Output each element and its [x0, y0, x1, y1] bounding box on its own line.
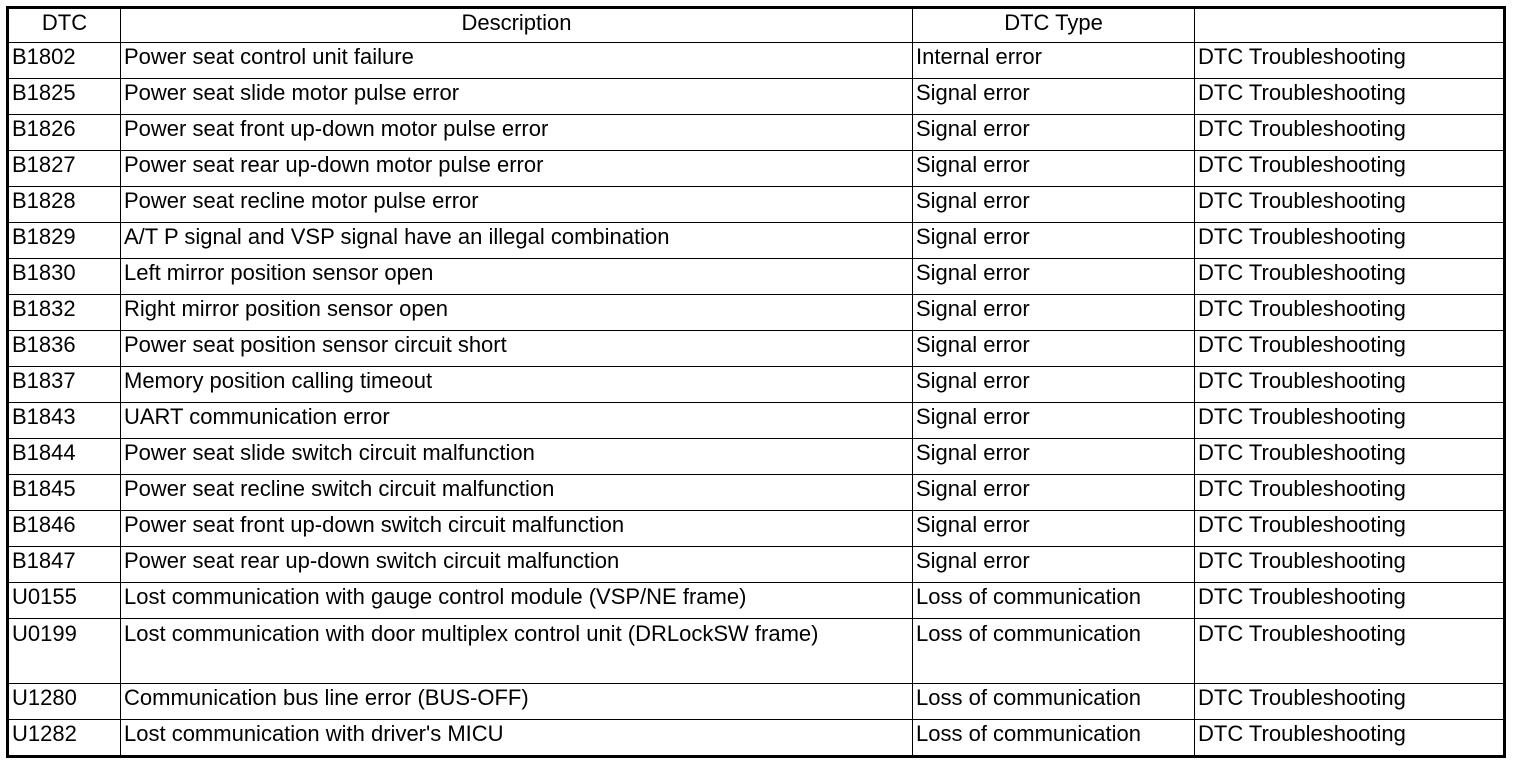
troubleshooting-link[interactable]: DTC Troubleshooting [1195, 295, 1505, 331]
dtc-type-cell: Signal error [913, 439, 1195, 475]
troubleshooting-link[interactable]: DTC Troubleshooting [1195, 187, 1505, 223]
description-cell: Left mirror position sensor open [121, 259, 913, 295]
dtc-type-cell: Loss of communication [913, 583, 1195, 619]
table-row [8, 115, 1505, 151]
description-cell: UART communication error [121, 403, 913, 439]
dtc-code-cell: B1836 [8, 331, 121, 367]
description-cell: Memory position calling timeout [121, 367, 913, 403]
table-row [8, 720, 1505, 757]
table-row [8, 403, 1505, 439]
troubleshooting-link[interactable]: DTC Troubleshooting [1195, 619, 1505, 684]
description-cell: Communication bus line error (BUS-OFF) [121, 684, 913, 720]
table-row [8, 79, 1505, 115]
dtc-type-cell: Signal error [913, 259, 1195, 295]
table-row [8, 583, 1505, 619]
dtc-code-cell: B1837 [8, 367, 121, 403]
description-cell: Power seat control unit failure [121, 43, 913, 79]
header-dtc-type: DTC Type [913, 8, 1195, 43]
description-cell: A/T P signal and VSP signal have an illegal combination [121, 223, 913, 259]
troubleshooting-link[interactable]: DTC Troubleshooting [1195, 43, 1505, 79]
description-cell: Lost communication with door multiplex control unit (DRLockSW frame) [121, 619, 913, 684]
dtc-type-cell: Signal error [913, 403, 1195, 439]
dtc-code-cell: B1802 [8, 43, 121, 79]
dtc-code-cell: B1847 [8, 547, 121, 583]
description-cell: Power seat position sensor circuit short [121, 331, 913, 367]
description-cell: Power seat recline switch circuit malfunction [121, 475, 913, 511]
troubleshooting-link[interactable]: DTC Troubleshooting [1195, 547, 1505, 583]
troubleshooting-link[interactable]: DTC Troubleshooting [1195, 720, 1505, 757]
dtc-type-cell: Signal error [913, 187, 1195, 223]
description-cell: Lost communication with gauge control module (VSP/NE frame) [121, 583, 913, 619]
dtc-type-cell: Signal error [913, 115, 1195, 151]
header-description: Description [121, 8, 913, 43]
dtc-type-cell: Signal error [913, 295, 1195, 331]
dtc-code-cell: U1280 [8, 684, 121, 720]
table-row [8, 223, 1505, 259]
table-row [8, 511, 1505, 547]
dtc-table [6, 6, 1506, 758]
dtc-code-cell: B1828 [8, 187, 121, 223]
troubleshooting-link[interactable]: DTC Troubleshooting [1195, 475, 1505, 511]
troubleshooting-link[interactable]: DTC Troubleshooting [1195, 259, 1505, 295]
description-cell: Right mirror position sensor open [121, 295, 913, 331]
troubleshooting-link[interactable]: DTC Troubleshooting [1195, 79, 1505, 115]
dtc-type-cell: Signal error [913, 547, 1195, 583]
dtc-code-cell: U1282 [8, 720, 121, 757]
table-row [8, 259, 1505, 295]
description-cell: Power seat recline motor pulse error [121, 187, 913, 223]
troubleshooting-link[interactable]: DTC Troubleshooting [1195, 115, 1505, 151]
troubleshooting-link[interactable]: DTC Troubleshooting [1195, 367, 1505, 403]
dtc-code-cell: U0199 [8, 619, 121, 684]
troubleshooting-link[interactable]: DTC Troubleshooting [1195, 151, 1505, 187]
dtc-type-cell: Loss of communication [913, 684, 1195, 720]
dtc-type-cell: Loss of communication [913, 619, 1195, 684]
dtc-table-container [6, 6, 1506, 758]
header-row [8, 8, 1505, 43]
header-dtc: DTC [8, 8, 121, 43]
header-action [1195, 8, 1505, 43]
dtc-code-cell: B1844 [8, 439, 121, 475]
description-cell: Lost communication with driver's MICU [121, 720, 913, 757]
table-row [8, 619, 1505, 684]
dtc-code-cell: B1829 [8, 223, 121, 259]
troubleshooting-link[interactable]: DTC Troubleshooting [1195, 439, 1505, 475]
dtc-type-cell: Signal error [913, 331, 1195, 367]
dtc-code-cell: B1846 [8, 511, 121, 547]
dtc-table-body [8, 43, 1505, 757]
description-cell: Power seat rear up-down switch circuit malfunction [121, 547, 913, 583]
table-row [8, 331, 1505, 367]
table-row [8, 367, 1505, 403]
dtc-code-cell: U0155 [8, 583, 121, 619]
dtc-type-cell: Signal error [913, 367, 1195, 403]
troubleshooting-link[interactable]: DTC Troubleshooting [1195, 511, 1505, 547]
table-row [8, 475, 1505, 511]
dtc-code-cell: B1825 [8, 79, 121, 115]
dtc-code-cell: B1830 [8, 259, 121, 295]
dtc-code-cell: B1826 [8, 115, 121, 151]
table-row [8, 151, 1505, 187]
dtc-type-cell: Loss of communication [913, 720, 1195, 757]
dtc-type-cell: Signal error [913, 79, 1195, 115]
description-cell: Power seat front up-down switch circuit malfunction [121, 511, 913, 547]
table-row [8, 439, 1505, 475]
dtc-code-cell: B1845 [8, 475, 121, 511]
troubleshooting-link[interactable]: DTC Troubleshooting [1195, 403, 1505, 439]
description-cell: Power seat rear up-down motor pulse error [121, 151, 913, 187]
dtc-type-cell: Signal error [913, 475, 1195, 511]
dtc-code-cell: B1843 [8, 403, 121, 439]
dtc-type-cell: Signal error [913, 223, 1195, 259]
dtc-type-cell: Signal error [913, 511, 1195, 547]
table-row [8, 43, 1505, 79]
description-cell: Power seat front up-down motor pulse error [121, 115, 913, 151]
troubleshooting-link[interactable]: DTC Troubleshooting [1195, 684, 1505, 720]
description-cell: Power seat slide motor pulse error [121, 79, 913, 115]
table-row [8, 547, 1505, 583]
dtc-code-cell: B1832 [8, 295, 121, 331]
troubleshooting-link[interactable]: DTC Troubleshooting [1195, 223, 1505, 259]
troubleshooting-link[interactable]: DTC Troubleshooting [1195, 583, 1505, 619]
dtc-type-cell: Internal error [913, 43, 1195, 79]
dtc-type-cell: Signal error [913, 151, 1195, 187]
description-cell: Power seat slide switch circuit malfunction [121, 439, 913, 475]
dtc-code-cell: B1827 [8, 151, 121, 187]
table-row [8, 295, 1505, 331]
table-row [8, 187, 1505, 223]
table-row [8, 684, 1505, 720]
troubleshooting-link[interactable]: DTC Troubleshooting [1195, 331, 1505, 367]
